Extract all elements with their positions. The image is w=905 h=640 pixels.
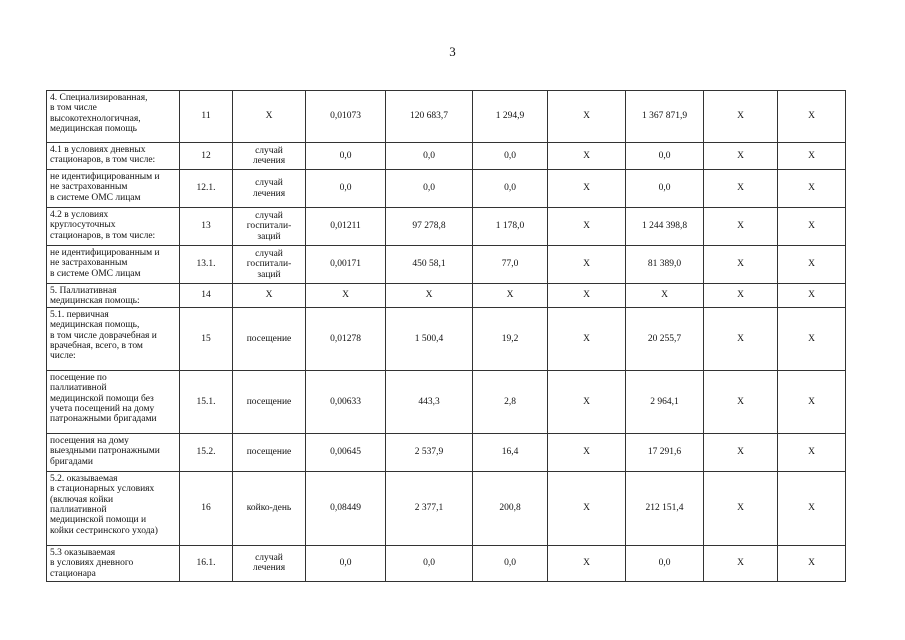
row-number-cell: 13 (180, 208, 233, 246)
value-cell: Х (548, 370, 626, 433)
row-number-cell: 15.2. (180, 433, 233, 471)
value-cell: Х (778, 284, 846, 308)
value-cell: 2 377,1 (386, 471, 473, 545)
table-row (47, 284, 846, 308)
value-cell: 0,08449 (306, 471, 386, 545)
table-row (47, 471, 846, 545)
row-name-cell: 5.2. оказываемая в стационарных условиях (включая койки паллиативной медицинской помощи и койки сестринского ухода) (47, 471, 180, 545)
row-name-cell: 5.1. первичная медицинская помощь, в том числе доврачебная и врачебная, всего, в том числе: (47, 307, 180, 370)
value-cell: Х (548, 170, 626, 208)
value-cell: 2 964,1 (626, 370, 704, 433)
value-cell: 81 389,0 (626, 246, 704, 284)
value-cell: 0,00645 (306, 433, 386, 471)
value-cell: Х (548, 284, 626, 308)
page-number: 3 (449, 44, 456, 59)
value-cell: 20 255,7 (626, 307, 704, 370)
value-cell: 450 58,1 (386, 246, 473, 284)
row-name-cell: 4.2 в условиях круглосуточных стационаров, в том числе: (47, 208, 180, 246)
value-cell: Х (778, 170, 846, 208)
value-cell: Х (704, 284, 778, 308)
value-cell: Х (704, 91, 778, 143)
unit-cell: посещение (233, 307, 306, 370)
row-number-cell: 12.1. (180, 170, 233, 208)
value-cell: Х (548, 471, 626, 545)
row-number-cell: 16 (180, 471, 233, 545)
unit-cell: случай лечения (233, 170, 306, 208)
unit-cell: Х (233, 91, 306, 143)
value-cell: Х (778, 143, 846, 170)
row-name-cell: 5.3 оказываемая в условиях дневного стационара (47, 545, 180, 581)
table-row (47, 170, 846, 208)
table-row (47, 370, 846, 433)
value-cell: 0,0 (386, 170, 473, 208)
value-cell: Х (548, 307, 626, 370)
value-cell: Х (548, 433, 626, 471)
data-table (46, 90, 846, 582)
row-number-cell: 16.1. (180, 545, 233, 581)
value-cell: Х (778, 91, 846, 143)
value-cell: 0,0 (306, 170, 386, 208)
table-row (47, 545, 846, 581)
value-cell: Х (778, 433, 846, 471)
value-cell: 200,8 (473, 471, 548, 545)
unit-cell: случай лечения (233, 143, 306, 170)
value-cell: 0,0 (473, 143, 548, 170)
value-cell: Х (548, 246, 626, 284)
row-number-cell: 15 (180, 307, 233, 370)
value-cell: 212 151,4 (626, 471, 704, 545)
value-cell: 443,3 (386, 370, 473, 433)
value-cell: Х (473, 284, 548, 308)
value-cell: Х (306, 284, 386, 308)
value-cell: 1 178,0 (473, 208, 548, 246)
value-cell: 0,0 (386, 143, 473, 170)
value-cell: Х (704, 433, 778, 471)
value-cell: 2 537,9 (386, 433, 473, 471)
value-cell: Х (778, 307, 846, 370)
table-row (47, 307, 846, 370)
value-cell: Х (548, 91, 626, 143)
value-cell: 0,0 (626, 545, 704, 581)
value-cell: 16,4 (473, 433, 548, 471)
unit-cell: случай госпитали- заций (233, 208, 306, 246)
value-cell: 0,01073 (306, 91, 386, 143)
value-cell: Х (548, 208, 626, 246)
row-name-cell: 4.1 в условиях дневных стационаров, в том числе: (47, 143, 180, 170)
row-name-cell: 5. Паллиативная медицинская помощь: (47, 284, 180, 308)
value-cell: 97 278,8 (386, 208, 473, 246)
row-name-cell: посещения на дому выездными патронажными бригадами (47, 433, 180, 471)
value-cell: Х (548, 143, 626, 170)
table-row (47, 208, 846, 246)
value-cell: 0,00171 (306, 246, 386, 284)
value-cell: Х (778, 370, 846, 433)
row-number-cell: 14 (180, 284, 233, 308)
table-row (47, 246, 846, 284)
value-cell: 1 367 871,9 (626, 91, 704, 143)
value-cell: Х (778, 545, 846, 581)
unit-cell: случай госпитали- заций (233, 246, 306, 284)
table-body (47, 91, 846, 582)
unit-cell: посещение (233, 433, 306, 471)
row-number-cell: 13.1. (180, 246, 233, 284)
value-cell: Х (704, 208, 778, 246)
value-cell: 0,0 (473, 545, 548, 581)
value-cell: Х (778, 471, 846, 545)
row-number-cell: 15.1. (180, 370, 233, 433)
value-cell: 0,00633 (306, 370, 386, 433)
value-cell: 1 294,9 (473, 91, 548, 143)
unit-cell: койко-день (233, 471, 306, 545)
value-cell: 1 244 398,8 (626, 208, 704, 246)
row-name-cell: посещение по паллиативной медицинской помощи без учета посещений на дому патронажными бригадами (47, 370, 180, 433)
row-number-cell: 12 (180, 143, 233, 170)
value-cell: 0,01278 (306, 307, 386, 370)
value-cell: 19,2 (473, 307, 548, 370)
value-cell: Х (386, 284, 473, 308)
row-name-cell: не идентифицированным и не застрахованным в системе ОМС лицам (47, 170, 180, 208)
unit-cell: Х (233, 284, 306, 308)
row-name-cell: не идентифицированным и не застрахованным в системе ОМС лицам (47, 246, 180, 284)
table-row (47, 433, 846, 471)
value-cell: 17 291,6 (626, 433, 704, 471)
unit-cell: посещение (233, 370, 306, 433)
value-cell: 0,0 (473, 170, 548, 208)
value-cell: Х (704, 545, 778, 581)
value-cell: 0,0 (626, 143, 704, 170)
value-cell: Х (704, 246, 778, 284)
row-name-cell: 4. Специализированная, в том числе высокотехнологичная, медицинская помощь (47, 91, 180, 143)
value-cell: Х (704, 307, 778, 370)
value-cell: Х (548, 545, 626, 581)
value-cell: 1 500,4 (386, 307, 473, 370)
value-cell: 0,0 (306, 545, 386, 581)
value-cell: Х (778, 246, 846, 284)
value-cell: 77,0 (473, 246, 548, 284)
value-cell: Х (704, 143, 778, 170)
value-cell: 0,0 (386, 545, 473, 581)
value-cell: 0,0 (306, 143, 386, 170)
value-cell: Х (704, 471, 778, 545)
value-cell: 0,01211 (306, 208, 386, 246)
table-row (47, 91, 846, 143)
table-row (47, 143, 846, 170)
value-cell: Х (778, 208, 846, 246)
value-cell: Х (626, 284, 704, 308)
value-cell: Х (704, 370, 778, 433)
value-cell: 2,8 (473, 370, 548, 433)
value-cell: 120 683,7 (386, 91, 473, 143)
unit-cell: случай лечения (233, 545, 306, 581)
value-cell: 0,0 (626, 170, 704, 208)
value-cell: Х (704, 170, 778, 208)
row-number-cell: 11 (180, 91, 233, 143)
